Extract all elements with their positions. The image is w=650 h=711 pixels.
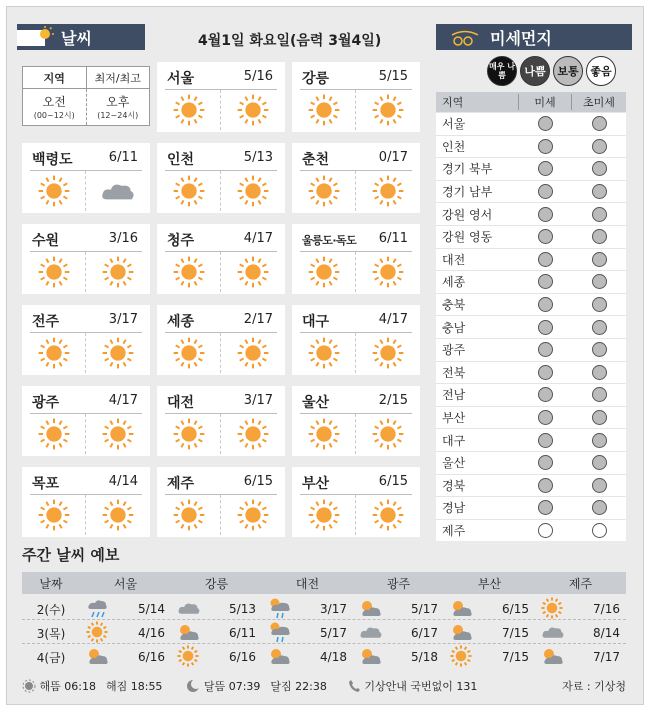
dust-row	[436, 293, 626, 316]
weekly-temp: 6/15	[502, 602, 529, 616]
city-temp: 4/17	[108, 393, 138, 408]
sun-am-icon	[22, 252, 86, 292]
dust-region: 세종	[442, 275, 466, 290]
city-temp: 6/11	[378, 231, 408, 246]
weekly-row	[22, 598, 626, 620]
weekly-temp: 5/13	[229, 602, 256, 616]
dust-row	[436, 180, 626, 203]
pm10-level-dot	[538, 365, 553, 380]
dust-row	[436, 451, 626, 474]
sun-pm-icon	[86, 495, 150, 535]
pm25-level-dot	[592, 161, 607, 176]
city-temp: 3/16	[108, 231, 138, 246]
dust-row	[436, 383, 626, 406]
pm25-level-dot	[592, 455, 607, 470]
city-name: 세종	[167, 314, 195, 330]
pm25-level-dot	[592, 139, 607, 154]
city-card	[292, 224, 420, 294]
pm25-level-dot	[592, 274, 607, 289]
sun-am-icon	[292, 252, 356, 292]
footer	[22, 676, 626, 696]
dust-region: 강원 영서	[442, 207, 493, 222]
city-name: 울릉도·독도	[302, 234, 357, 247]
city-temp: 5/13	[243, 150, 273, 165]
weekly-temp: 8/14	[593, 626, 620, 640]
pm10-level-dot	[538, 523, 553, 538]
weekly-title: 주간 날씨 예보	[22, 546, 120, 564]
sun-am-icon	[157, 90, 221, 130]
city-name: 백령도	[32, 152, 73, 168]
city-card	[292, 143, 420, 213]
city-card	[157, 305, 285, 375]
dust-row	[436, 338, 626, 361]
legend-pm-range: (12~24시)	[97, 111, 139, 120]
dust-region: 강원 영동	[442, 230, 493, 245]
pm25-level-dot	[592, 387, 607, 402]
sun-pm-icon	[221, 414, 285, 454]
date-label: 4월1일 화요일(음력 3월4일)	[198, 33, 382, 49]
weekly-temp: 6/16	[229, 650, 256, 664]
sun-am-icon	[292, 171, 356, 211]
legend-minmax: 최저/최고	[94, 71, 141, 85]
weekly-date: 3(목)	[36, 626, 66, 641]
weekly-temp: 6/17	[411, 626, 438, 640]
sun-pm-icon	[356, 333, 420, 373]
dust-region: 인천	[442, 139, 466, 154]
city-card	[157, 143, 285, 213]
city-name: 부산	[302, 476, 330, 492]
city-card	[292, 62, 420, 132]
dust-region: 충북	[442, 298, 466, 313]
city-temp: 0/17	[378, 150, 408, 165]
dust-region: 울산	[442, 456, 466, 471]
weekly-temp: 5/18	[411, 650, 438, 664]
sun-am-icon	[292, 333, 356, 373]
sunset-time: 18:55	[130, 679, 163, 693]
pm25-level-dot	[592, 229, 607, 244]
pm10-level-dot	[538, 387, 553, 402]
weekly-col-date: 날짜	[39, 576, 63, 591]
pm25-level-dot	[592, 184, 607, 199]
pm10-level-dot	[538, 478, 553, 493]
sun-cloud-logo-icon	[17, 26, 55, 48]
col-pm10: 미세	[518, 94, 572, 110]
pm10-level-dot	[538, 252, 553, 267]
weekly-temp: 5/17	[411, 602, 438, 616]
sunrise-time: 06:18	[64, 679, 96, 693]
city-temp: 5/15	[378, 69, 408, 84]
sun-am-icon	[157, 171, 221, 211]
dust-row	[436, 112, 626, 135]
legend-box	[22, 66, 150, 126]
sun-am-icon	[157, 414, 221, 454]
weekly-header	[22, 572, 626, 594]
dust-region: 경기 남부	[442, 185, 493, 200]
dust-region: 충남	[442, 320, 466, 335]
city-temp: 5/16	[243, 69, 273, 84]
dust-row	[436, 248, 626, 271]
sun-pm-icon	[221, 252, 285, 292]
sun-am-icon	[292, 495, 356, 535]
pm25-level-dot	[592, 500, 607, 515]
city-card	[22, 305, 150, 375]
level-very-bad: 매우 나쁨	[487, 56, 517, 86]
weekly-temp: 4/16	[138, 626, 165, 640]
pm25-level-dot	[592, 116, 607, 131]
weekly-col-seoul: 서울	[113, 576, 138, 591]
level-bad: 나쁨	[520, 56, 550, 86]
city-temp: 4/17	[243, 231, 273, 246]
dust-table-header	[436, 92, 626, 112]
pm10-level-dot	[538, 274, 553, 289]
pm10-level-dot	[538, 207, 553, 222]
dust-title: 미세먼지	[490, 28, 552, 48]
city-card	[157, 467, 285, 537]
dust-swirl-icon	[450, 26, 484, 48]
weekly-col-daejeon: 대전	[295, 576, 320, 591]
dust-region: 경남	[442, 501, 466, 516]
dust-row	[436, 135, 626, 158]
city-temp: 6/15	[378, 474, 408, 489]
city-name: 대전	[167, 395, 195, 411]
moonset-label: 달짐	[270, 680, 292, 693]
sun-pm-icon	[221, 495, 285, 535]
dust-region: 전남	[442, 388, 466, 403]
pm10-level-dot	[538, 433, 553, 448]
dust-row	[436, 202, 626, 225]
sunset-label: 해짐	[105, 680, 128, 693]
city-card	[157, 386, 285, 456]
weekly-temp: 7/17	[593, 650, 620, 664]
sun-am-icon	[157, 252, 221, 292]
cloud-pm-icon	[86, 171, 150, 211]
city-name: 춘천	[302, 152, 330, 168]
pm10-level-dot	[538, 161, 553, 176]
row-divider	[22, 643, 626, 644]
dust-row	[436, 225, 626, 248]
weekly-temp: 7/16	[593, 602, 620, 616]
dust-region: 광주	[442, 343, 466, 358]
weekly-col-jeju: 제주	[568, 576, 593, 591]
pm10-level-dot	[538, 455, 553, 470]
sun-pm-icon	[86, 333, 150, 373]
dust-region: 서울	[442, 117, 466, 132]
sun-pm-icon	[356, 495, 420, 535]
dust-table	[436, 92, 626, 541]
dust-region: 대구	[442, 433, 466, 448]
pm25-level-dot	[592, 342, 607, 357]
dust-row	[436, 474, 626, 497]
dust-region: 경북	[442, 478, 466, 493]
sun-pm-icon	[221, 171, 285, 211]
col-region: 지역	[442, 96, 464, 109]
sun-pm-icon	[356, 414, 420, 454]
pm25-level-dot	[592, 433, 607, 448]
city-temp: 2/15	[378, 393, 408, 408]
info-line: 기상안내 국번없이 131	[364, 680, 478, 693]
pm10-level-dot	[538, 297, 553, 312]
dust-row	[436, 361, 626, 384]
dust-row	[436, 315, 626, 338]
pm10-level-dot	[538, 320, 553, 335]
pm25-level-dot	[592, 207, 607, 222]
pm25-level-dot	[592, 365, 607, 380]
weekly-temp: 5/17	[320, 626, 347, 640]
dust-row	[436, 428, 626, 451]
city-card	[22, 386, 150, 456]
dust-row	[436, 406, 626, 429]
weekly-col-gwangju: 광주	[386, 576, 411, 591]
pm10-level-dot	[538, 500, 553, 515]
legend-region: 지역	[23, 67, 87, 88]
pm25-level-dot	[592, 297, 607, 312]
city-card	[22, 143, 150, 213]
city-name: 목포	[32, 476, 60, 492]
weekly-col-gangneung: 강릉	[204, 576, 229, 591]
city-temp: 6/11	[108, 150, 138, 165]
weekly-temp: 4/18	[320, 650, 347, 664]
weekly-date: 2(수)	[36, 602, 66, 617]
sun-am-icon	[292, 414, 356, 454]
weekly-temp: 6/16	[138, 650, 165, 664]
weekly-row	[22, 622, 626, 644]
sun-am-icon	[22, 171, 86, 211]
pm25-level-dot	[592, 252, 607, 267]
city-name: 인천	[167, 152, 195, 168]
moon-icon	[186, 679, 200, 693]
weekly-temp: 5/14	[138, 602, 165, 616]
moonrise-time: 07:39	[228, 679, 261, 693]
pm25-level-dot	[592, 410, 607, 425]
city-name: 울산	[302, 395, 330, 411]
dust-region: 경기 북부	[442, 162, 493, 177]
sun-am-icon	[22, 495, 86, 535]
weather-header	[17, 24, 145, 50]
dust-region: 대전	[442, 252, 466, 267]
legend-pm: 오후	[106, 95, 130, 109]
pm10-level-dot	[538, 139, 553, 154]
dust-region: 제주	[442, 523, 466, 538]
sun-pm-icon	[221, 333, 285, 373]
city-temp: 4/14	[108, 474, 138, 489]
city-name: 강릉	[302, 71, 330, 87]
city-card	[157, 62, 285, 132]
pm10-level-dot	[538, 229, 553, 244]
sun-pm-icon	[86, 414, 150, 454]
sun-pm-icon	[356, 90, 420, 130]
city-card	[292, 305, 420, 375]
city-name: 제주	[167, 476, 195, 492]
weekly-date: 4(금)	[36, 650, 66, 665]
sun-pm-icon	[356, 252, 420, 292]
weekly-temp: 7/15	[502, 626, 529, 640]
sunrise-icon	[22, 679, 36, 693]
dust-row	[436, 519, 626, 542]
source: 자료 : 기상청	[562, 680, 626, 693]
moonset-time: 22:38	[295, 679, 327, 693]
city-temp: 3/17	[243, 393, 273, 408]
sun-am-icon	[157, 333, 221, 373]
weather-title: 날씨	[61, 28, 92, 48]
pm10-level-dot	[538, 184, 553, 199]
city-name: 대구	[302, 314, 330, 330]
city-temp: 6/15	[243, 474, 273, 489]
legend-am-range: (00~12시)	[33, 111, 75, 120]
pm10-level-dot	[538, 410, 553, 425]
sun-am-icon	[22, 414, 86, 454]
weekly-temp: 7/15	[502, 650, 529, 664]
city-name: 서울	[167, 71, 195, 87]
dust-region: 부산	[442, 411, 466, 426]
dust-row	[436, 157, 626, 180]
city-temp: 4/17	[378, 312, 408, 327]
dust-region: 전북	[442, 365, 466, 380]
city-temp: 2/17	[243, 312, 273, 327]
city-card	[22, 467, 150, 537]
sunrise-label: 해뜸	[39, 680, 61, 693]
dust-header	[436, 24, 632, 50]
pm10-level-dot	[538, 116, 553, 131]
sun-pm-icon	[221, 90, 285, 130]
city-card	[157, 224, 285, 294]
weekly-temp: 6/11	[229, 626, 256, 640]
level-normal: 보통	[553, 56, 583, 86]
pm10-level-dot	[538, 342, 553, 357]
sun-am-icon	[22, 333, 86, 373]
legend-am: 오전	[42, 95, 66, 109]
city-card	[22, 224, 150, 294]
level-good: 좋음	[586, 56, 616, 86]
city-name: 수원	[32, 233, 60, 249]
pm25-level-dot	[592, 523, 607, 538]
city-card	[292, 467, 420, 537]
moonrise-label: 달뜸	[203, 680, 226, 693]
dust-row	[436, 496, 626, 519]
pm25-level-dot	[592, 478, 607, 493]
col-pm25: 초미세	[583, 96, 615, 109]
city-card	[292, 386, 420, 456]
pm25-level-dot	[592, 320, 607, 335]
sun-pm-icon	[86, 252, 150, 292]
dust-level-legend	[487, 56, 616, 86]
city-temp: 3/17	[108, 312, 138, 327]
weekly-col-busan: 부산	[477, 576, 502, 591]
dust-row	[436, 270, 626, 293]
city-name: 청주	[167, 233, 195, 249]
phone-icon	[347, 679, 361, 693]
sun-pm-icon	[356, 171, 420, 211]
sun-am-icon	[157, 495, 221, 535]
weekly-row	[22, 646, 626, 668]
city-name: 광주	[32, 395, 60, 411]
city-name: 전주	[32, 314, 60, 330]
sun-am-icon	[292, 90, 356, 130]
weekly-temp: 3/17	[320, 602, 347, 616]
